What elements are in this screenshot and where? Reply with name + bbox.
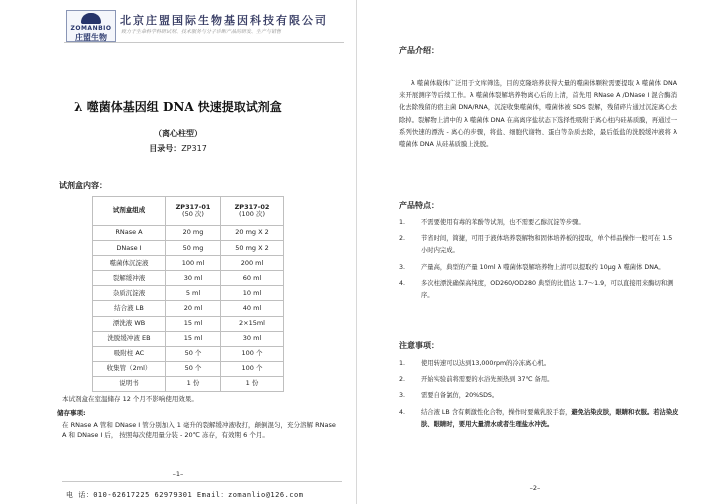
catalog-value: ZP317 <box>181 144 207 153</box>
table-cell: 2×15ml <box>221 316 284 331</box>
table-row <box>93 361 284 376</box>
table-cell: 噬菌体沉淀液 <box>93 256 166 271</box>
left-page <box>0 0 356 504</box>
table-cell: 20 mg <box>166 226 221 241</box>
features-list <box>399 217 679 306</box>
table-cell: 15 ml <box>166 331 221 346</box>
list-item: 2. 节省时间，简捷，可用于液体培养裂解物和固体培养板的提取，单个样品操作一般可在 1.5 小时内完成。 <box>399 235 673 255</box>
table-cell: RNase A <box>93 226 166 241</box>
table-cell: 200 ml <box>221 256 284 271</box>
table-cell: 50 个 <box>166 346 221 361</box>
page-number-left: –1– <box>172 470 184 478</box>
table-cell: 15 ml <box>166 316 221 331</box>
table-cell: 100 ml <box>166 256 221 271</box>
list-item: 1. 使用转速可以达到13,000rpm的冷冻离心机。 <box>399 360 551 367</box>
table-row <box>93 331 284 346</box>
product-subtitle: （离心柱型） <box>154 129 202 138</box>
page-number-right: –2– <box>529 484 541 492</box>
table-cell: 20 ml <box>166 301 221 316</box>
contact-info: 电 话：010-62617225 62979301 Email：zomanlio@126.com <box>66 491 304 499</box>
table-cell: 杂质沉淀液 <box>93 286 166 301</box>
company-slogan: 致力于生命科学科研试剂、技术服务与分子诊断产品的研发、生产与销售 <box>121 29 282 35</box>
table-cell: 漂洗液 WB <box>93 316 166 331</box>
table-cell: 裂解缓冲液 <box>93 271 166 286</box>
product-title: λ 噬菌体基因组 DNA 快速提取试剂盒 <box>74 100 282 114</box>
header-divider <box>64 42 344 43</box>
table-cell: 30 ml <box>221 331 284 346</box>
storage-notes-heading: 储存事项: <box>57 409 86 417</box>
table-cell: 洗脱缓冲液 EB <box>93 331 166 346</box>
list-item: 1. 不需要使用有毒的苯酚等试剂，也不需要乙醇沉淀等步骤。 <box>399 219 585 226</box>
table-header-row <box>93 197 284 226</box>
logo-emblem-icon <box>81 13 101 24</box>
table-cell: 30 ml <box>166 271 221 286</box>
storage-note: 本试剂盒在室温储存 12 个月不影响使用效果。 <box>62 395 198 403</box>
table-row <box>93 271 284 286</box>
intro-heading: 产品介绍： <box>399 46 439 55</box>
table-row <box>93 301 284 316</box>
table-cell: 40 ml <box>221 301 284 316</box>
table-header-cell: ZP317-02 (100 次) <box>221 197 284 226</box>
logo-brand-cn: 庄盟生物 <box>75 33 107 42</box>
table-row <box>93 241 284 256</box>
intro-body: λ 噬菌体载体广泛用于文库筛选，目的克隆培养获得大量的噬菌体颗粒需要提取 λ 噬菌体 DNA 来开展测序等后续工作。λ 噬菌体裂解培养物离心后的上清，首先用 RNase A /DNase I 混合酶消化去除残留的宿主菌 DNA/RNA，沉淀收集噬菌体，噬菌体被 SDS 裂解，残留碎片通过沉淀离心去除掉。裂解物上清中的 λ 噬菌体 DNA 在高离序盐状态下选择性吸附于离心柱内硅基质膜，再通过一系列快速的漂洗 - 离心的步骤，将盐、细胞代谢物、蛋白等杂质去除，最后低盐的洗脱缓冲液将 λ 噬菌体 DNA 从硅基质膜上洗脱。 <box>399 80 677 149</box>
table-row <box>93 376 284 391</box>
kit-contents-heading: 试剂盒内容： <box>59 181 107 190</box>
table-cell: 结合液 LB <box>93 301 166 316</box>
list-item: 4. 多次柱漂洗确保高纯度，OD260/OD280 典型的比值达 1.7～1.9，可以直接用来酶切和测序。 <box>399 279 674 300</box>
table-cell: 20 mg X 2 <box>221 226 284 241</box>
table-row <box>93 286 284 301</box>
catalog-label: 目录号： <box>149 144 182 153</box>
table-cell: 50 个 <box>166 361 221 376</box>
table-cell: 收集管（2ml） <box>93 361 166 376</box>
list-item: 2. 开始实验前将需要的水浴先预热到 37℃ 备用。 <box>399 376 554 384</box>
table-row <box>93 226 284 241</box>
table-cell: 60 ml <box>221 271 284 286</box>
table-row <box>93 256 284 271</box>
kit-contents-table <box>92 196 284 392</box>
logo-brand-en: ZOMANBIO <box>70 25 112 32</box>
features-heading: 产品特点： <box>399 201 439 210</box>
catalog-number <box>0 143 356 154</box>
list-item: 3. 需要自备氯仿，20%SDS。 <box>399 392 499 400</box>
table-cell: 5 ml <box>166 286 221 301</box>
table-cell: 100 个 <box>221 346 284 361</box>
storage-notes-body: 在 RNase A 管和 DNase I 管分别加入 1 毫升的裂解缓冲液收打，颠倒混匀，充分溶解 RNase A 和 DNase I 后， 按照每次使用量分装 - 20℃ 冻存，有效期 6 个月。 <box>62 421 336 439</box>
table-row <box>93 316 284 331</box>
list-item: 3. 产量高，典型的产量 10ml λ 噬菌体裂解培养物上清可以提取约 10μg λ 噬菌体 DNA。 <box>399 263 665 271</box>
table-cell: 10 ml <box>221 286 284 301</box>
table-header-cell: ZP317-01 (50 次) <box>166 197 221 226</box>
cautions-list <box>399 358 679 435</box>
table-header-cell: 试剂盒组成 <box>93 197 166 226</box>
table-cell: 1 份 <box>221 376 284 391</box>
table-cell: DNase I <box>93 241 166 256</box>
table-cell: 1 份 <box>166 376 221 391</box>
table-row <box>93 346 284 361</box>
table-cell: 说明书 <box>93 376 166 391</box>
right-page <box>357 0 713 504</box>
footer-divider <box>62 481 342 482</box>
company-logo <box>66 10 116 42</box>
list-item: 4. 结合液 LB 含有刺激性化合物，操作时要戴乳胶手套，避免沾染皮肤，眼睛和衣服。若沾染皮肤、眼睛时，要用大量清水或者生理盐水冲洗。 <box>399 408 679 428</box>
table-cell: 50 mg <box>166 241 221 256</box>
company-name: 北京庄盟国际生物基因科技有限公司 <box>120 14 328 27</box>
cautions-heading: 注意事项： <box>399 341 439 350</box>
table-cell: 100 个 <box>221 361 284 376</box>
table-cell: 50 mg X 2 <box>221 241 284 256</box>
table-cell: 吸附柱 AC <box>93 346 166 361</box>
